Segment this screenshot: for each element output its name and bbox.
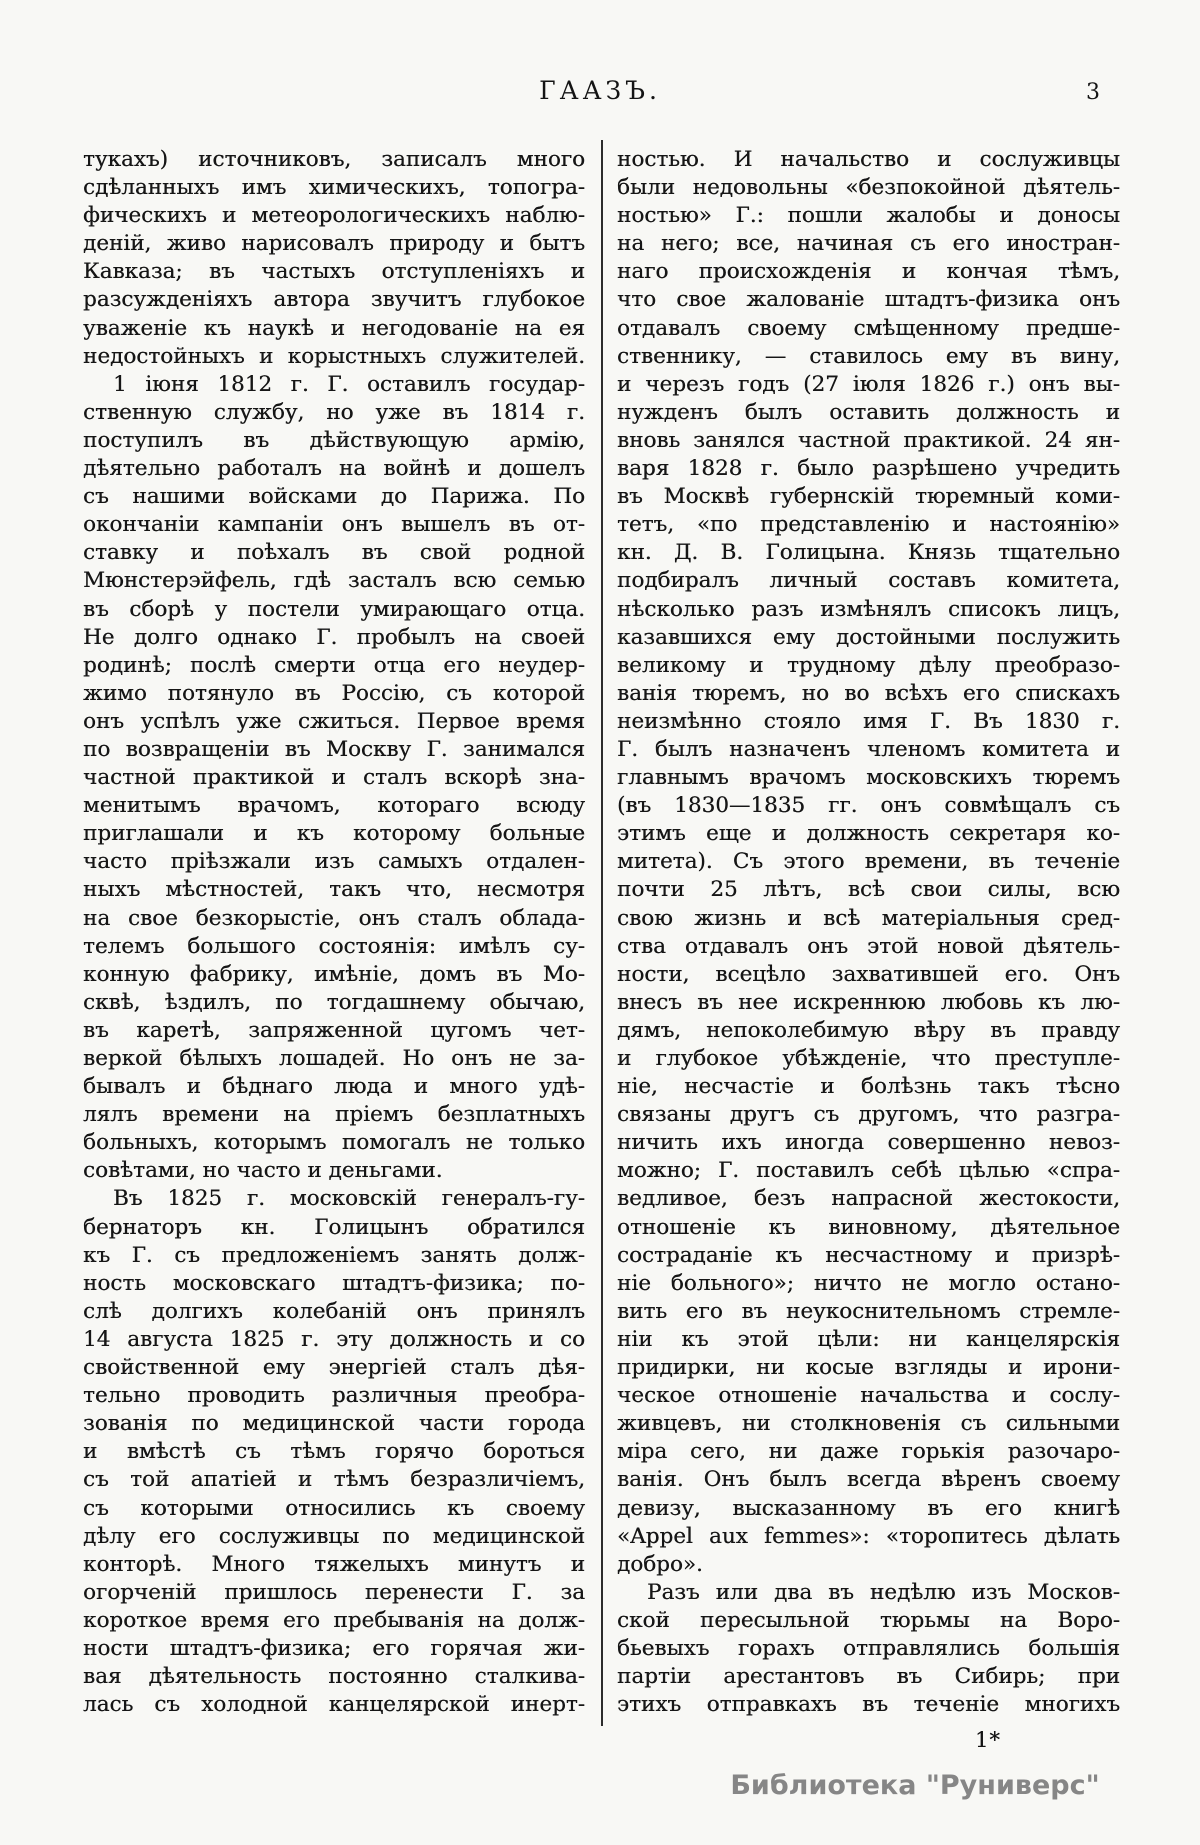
text-line: часто пріѣзжали изъ самыхъ отдален-: [83, 849, 585, 875]
text-line: ностью. И начальство и сослуживцы: [617, 147, 1120, 172]
text-line: въ Москвѣ губернскій тюремный коми-: [617, 484, 1120, 510]
text-line: деній, живо нарисовалъ природу и бытъ: [83, 231, 585, 257]
text-line: великому и трудному дѣлу преобразо-: [617, 652, 1120, 678]
text-line: больныхъ, которымъ помогалъ не только: [83, 1130, 585, 1156]
text-line: и вмѣстѣ съ тѣмъ горячо бороться: [83, 1439, 585, 1465]
text-line: по возвращеніи въ Москву Г. занимался: [83, 736, 585, 762]
text-line: онъ успѣлъ уже сжиться. Первое время: [83, 708, 585, 734]
text-line: девизу, высказанному въ его книгѣ: [617, 1495, 1120, 1521]
text-line: (въ 1830—1835 гг. онъ совмѣщалъ съ: [617, 793, 1120, 819]
running-title: ГААЗЪ.: [539, 76, 661, 105]
text-line: веркой бѣлыхъ лошадей. Но онъ не за-: [83, 1046, 585, 1071]
text-line: въ сборѣ у постели умирающаго отца.: [83, 596, 585, 622]
text-line: ской пересыльной тюрьмы на Воро-: [617, 1607, 1120, 1633]
library-watermark: Библиотека "Руниверс": [730, 1770, 1100, 1801]
text-line: и черезъ годъ (27 іюля 1826 г.) онъ вы-: [617, 371, 1120, 397]
text-line: конную фабрику, имѣніе, домъ въ Мо-: [83, 961, 585, 987]
text-line: въ каретѣ, запряженной цугомъ чет-: [83, 1017, 585, 1043]
text-line: почти 25 лѣтъ, всѣ свои силы, всю: [617, 877, 1120, 903]
text-line: были недовольны «безпокойной дѣятель-: [617, 175, 1120, 201]
text-line: зованія по медицинской части города: [83, 1411, 585, 1437]
text-line: свою жизнь и всѣ матеріальныя сред-: [617, 905, 1120, 931]
text-line: лялъ времени на пріемъ безплатныхъ: [83, 1102, 585, 1128]
text-line: добро».: [617, 1551, 703, 1577]
text-line: частной практикой и сталъ вскорѣ зна-: [83, 765, 585, 791]
text-line: ніе больного»; ничто не могло остано-: [617, 1270, 1120, 1296]
text-line: разсужденіяхъ автора звучитъ глубокое: [83, 287, 585, 313]
text-line: свойственной ему энергіей сталъ дѣя-: [83, 1355, 585, 1381]
text-line: 14 августа 1825 г. эту должность и со: [83, 1326, 585, 1352]
text-line: лась съ холодной канцелярской инерт-: [83, 1692, 585, 1718]
text-line: окончаніи кампаніи онъ вышелъ въ от-: [83, 512, 585, 538]
text-line: вить его въ неукоснительномъ стремле-: [617, 1298, 1120, 1324]
text-line: на него; все, начиная съ его иностран-: [617, 231, 1120, 257]
text-line: кн. Д. В. Голицына. Князь тщательно: [617, 540, 1120, 566]
text-line: жимо потянуло въ Россію, съ которой: [83, 680, 585, 706]
text-line: уваженіе къ наукѣ и негодованіе на ея: [83, 315, 585, 341]
text-line: наго происхожденія и кончая тѣмъ,: [617, 259, 1120, 285]
text-line: казавшихся ему достойными послужить: [617, 624, 1120, 650]
text-line: Не долго однако Г. пробылъ на своей: [83, 624, 585, 650]
text-line: короткое время его пребыванія на долж-: [83, 1607, 585, 1633]
text-line: придирки, ни косые взгляды и ирони-: [617, 1355, 1120, 1381]
text-line: варя 1828 г. было разрѣшено учредить: [617, 456, 1120, 482]
page-number: 3: [1086, 80, 1100, 105]
text-line: бьевыхъ горахъ отправлялись большія: [617, 1635, 1120, 1661]
text-line: можно; Г. поставилъ себѣ цѣлью «спра-: [617, 1158, 1120, 1184]
text-line: Кавказа; въ частыхъ отступленіяхъ и: [83, 259, 585, 285]
text-line: приглашали и къ которому больные: [83, 821, 585, 847]
text-line: поступилъ въ дѣйствующую армію,: [83, 427, 585, 453]
text-line: сквѣ, ѣздилъ, по тогдашнему обычаю,: [83, 989, 585, 1015]
text-line: родинѣ; послѣ смерти отца его неудер-: [83, 652, 585, 678]
text-line: подбиралъ личный составъ комитета,: [617, 568, 1120, 594]
text-line: слѣ долгихъ колебаній онъ принялъ: [83, 1298, 585, 1324]
text-line: неизмѣнно стояло имя Г. Въ 1830 г.: [617, 708, 1120, 734]
text-line: ніе, несчастіе и болѣзнь такъ тѣсно: [617, 1074, 1120, 1100]
text-line: отдавалъ своему смѣщенному предше-: [617, 315, 1120, 341]
text-line: телемъ большого состоянія: имѣлъ су-: [83, 933, 585, 959]
text-line: ванія. Онъ былъ всегда вѣренъ своему: [617, 1467, 1120, 1493]
text-line: дѣятельно работалъ на войнѣ и дошелъ: [83, 456, 585, 482]
text-line: ностью» Г.: пошли жалобы и доносы: [617, 203, 1120, 229]
text-line: связаны другъ съ другомъ, что разгра-: [617, 1102, 1120, 1128]
text-line: ности, всецѣло захватившей его. Онъ: [617, 961, 1120, 987]
signature-mark: 1*: [975, 1728, 1001, 1752]
text-line: нѣсколько разъ измѣнялъ списокъ лицъ,: [617, 596, 1120, 622]
text-line: дямъ, непоколебимую вѣру въ правду: [617, 1017, 1120, 1043]
text-line: бернаторъ кн. Голицынъ обратился: [83, 1214, 585, 1240]
text-line: Разъ или два въ недѣлю изъ Москов-: [647, 1579, 1120, 1605]
text-line: вновь занялся частной практикой. 24 ян-: [617, 427, 1120, 453]
text-line: фическихъ и метеорологическихъ наблю-: [83, 203, 585, 229]
text-line: партіи арестантовъ въ Сибирь; при: [617, 1664, 1120, 1690]
text-line: ведливое, безъ напрасной жестокости,: [617, 1186, 1120, 1212]
text-line: что свое жалованіе штадтъ-физика онъ: [617, 287, 1120, 313]
text-line: нужденъ былъ оставить должность и: [617, 399, 1120, 425]
text-line: бывалъ и бѣднаго люда и много удѣ-: [83, 1074, 585, 1100]
text-line: къ Г. съ предложеніемъ занять долж-: [83, 1242, 585, 1268]
text-line: ставку и поѣхалъ въ свой родной: [83, 540, 585, 566]
text-line: вая дѣятельность постоянно сталкива-: [83, 1664, 585, 1690]
text-line: внесъ въ нее искреннюю любовь къ лю-: [617, 989, 1120, 1015]
text-line: тетъ, «по представленію и настоянію»: [617, 512, 1120, 538]
text-line: митета). Съ этого времени, въ теченіе: [617, 849, 1120, 875]
text-line: съ нашими войсками до Парижа. По: [83, 484, 585, 510]
text-line: съ которыми относились къ своему: [83, 1495, 585, 1521]
text-line: съ той апатіей и тѣмъ безразличіемъ,: [83, 1467, 585, 1493]
text-line: состраданіе къ несчастному и призрѣ-: [617, 1242, 1120, 1268]
text-line: ность московскаго штадтъ-физика; по-: [83, 1270, 585, 1296]
text-line: недостойныхъ и корыстныхъ служителей.: [83, 343, 585, 369]
text-line: тукахъ) источниковъ, записалъ много: [83, 147, 585, 172]
text-line: Мюнстерэйфель, гдѣ засталъ всю семью: [83, 568, 585, 594]
text-line: 1 іюня 1812 г. Г. оставилъ государ-: [113, 371, 585, 397]
text-line: этимъ еще и должность секретаря ко-: [617, 821, 1120, 847]
text-line: Въ 1825 г. московскій генералъ-гу-: [113, 1186, 585, 1212]
text-line: этихъ отправкахъ въ теченіе многихъ: [617, 1692, 1120, 1718]
text-line: ніи къ этой цѣли: ни канцелярскія: [617, 1326, 1120, 1352]
text-line: ства отдавалъ онъ этой новой дѣятель-: [617, 933, 1120, 959]
text-line: «Appel aux femmes»: «торопитесь дѣлать: [617, 1523, 1120, 1549]
text-line: и глубокое убѣжденіе, что преступле-: [617, 1046, 1120, 1071]
text-line: ванія тюремъ, но во всѣхъ его спискахъ: [617, 680, 1120, 706]
text-line: Г. былъ назначенъ членомъ комитета и: [617, 736, 1120, 762]
text-line: тельно проводить различныя преобра-: [83, 1383, 585, 1409]
text-line: отношеніе къ виновному, дѣятельное: [617, 1214, 1120, 1240]
text-line: менитымъ врачомъ, котораго всюду: [83, 793, 585, 819]
text-line: на свое безкорыстіе, онъ сталъ облада-: [83, 905, 585, 931]
text-line: совѣтами, но часто и деньгами.: [83, 1158, 443, 1184]
text-line: ныхъ мѣстностей, такъ что, несмотря: [83, 877, 585, 903]
text-line: ничить ихъ иногда совершенно невоз-: [617, 1130, 1120, 1156]
text-line: живцевъ, ни столкновенія съ сильными: [617, 1411, 1120, 1437]
text-line: міра сего, ни даже горькія разочаро-: [617, 1439, 1120, 1465]
column-divider-rule: [601, 140, 603, 1726]
text-line: сдѣланныхъ имъ химическихъ, топогра-: [83, 175, 585, 201]
text-line: конторѣ. Много тяжелыхъ минутъ и: [83, 1551, 585, 1577]
text-line: ческое отношеніе начальства и сослу-: [617, 1383, 1120, 1409]
text-line: дѣлу его сослуживцы по медицинской: [83, 1523, 585, 1549]
right-column: [617, 146, 1120, 1719]
text-line: ственнику, — ставилось ему въ вину,: [617, 343, 1120, 369]
text-line: ности штадтъ-физика; его горячая жи-: [83, 1635, 585, 1661]
text-line: ственную службу, но уже въ 1814 г.: [83, 399, 585, 425]
text-line: огорченій пришлось перенести Г. за: [83, 1579, 585, 1605]
left-column: [83, 146, 585, 1719]
text-line: главнымъ врачомъ московскихъ тюремъ: [617, 765, 1120, 791]
